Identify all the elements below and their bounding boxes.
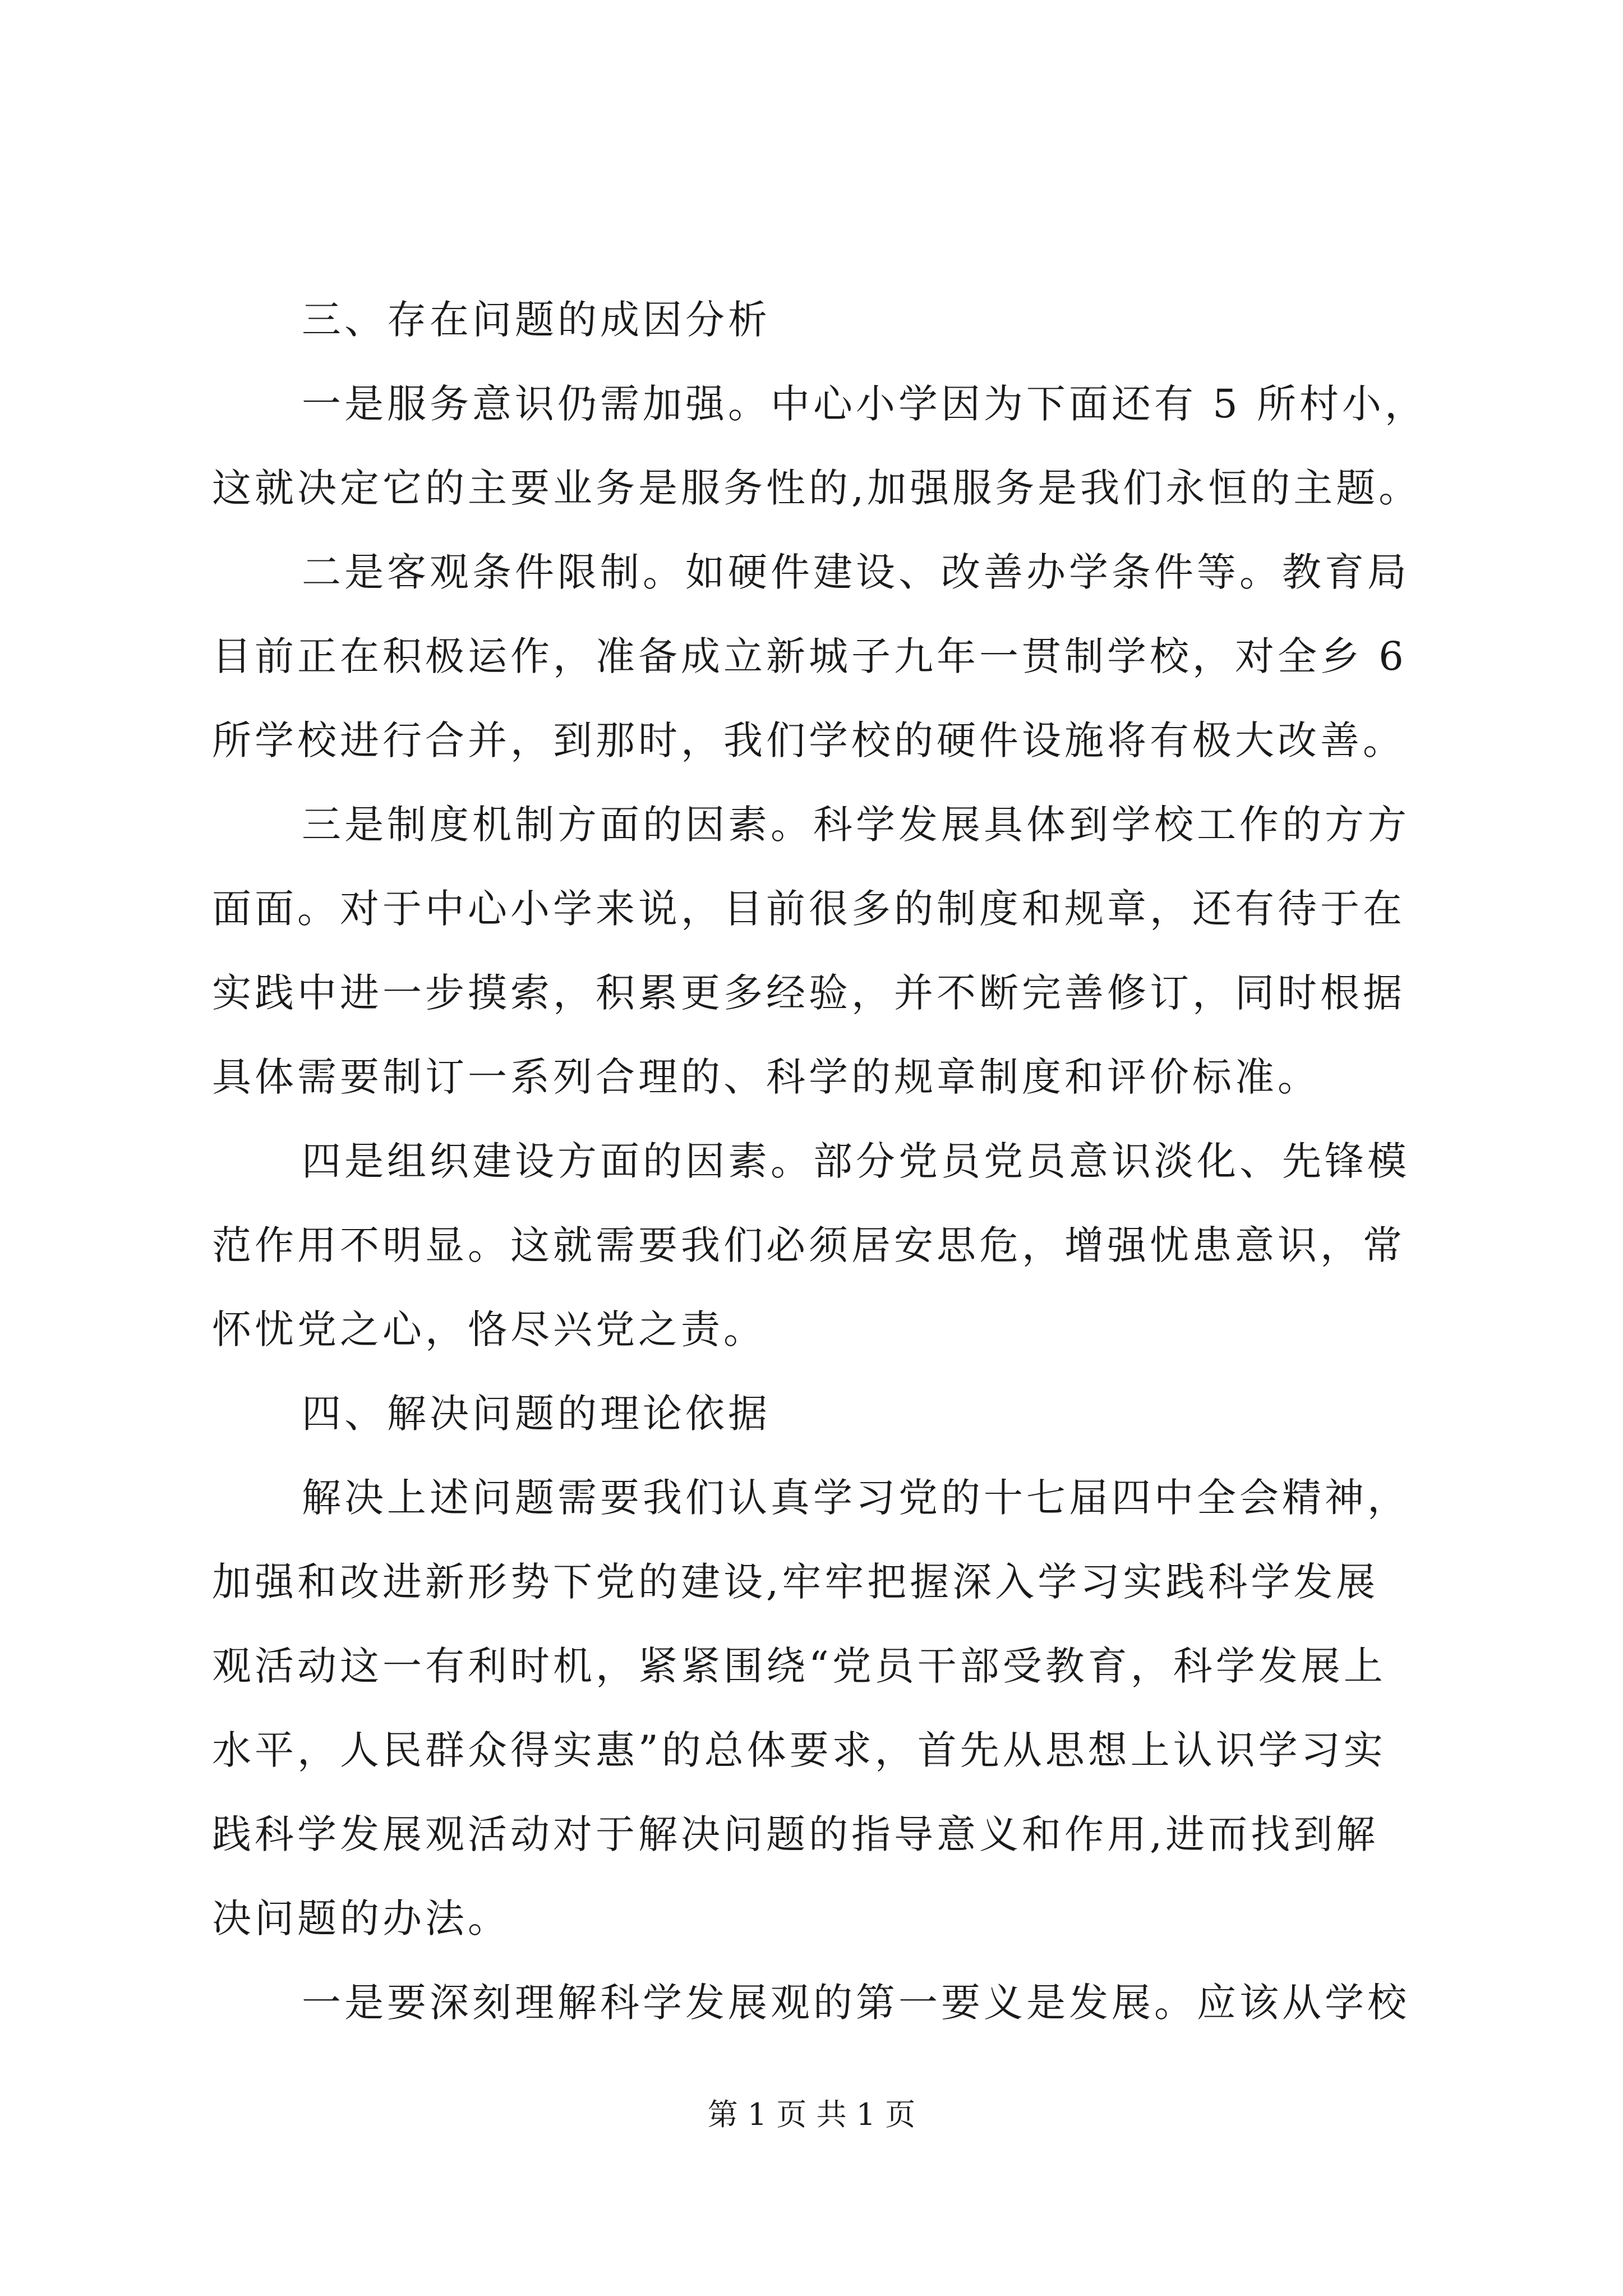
paragraph-line: 实践中进一步摸索，积累更多经验，并不断完善修订，同时根据 [212, 970, 1405, 1016]
paragraph-line: 怀忧党之心，恪尽兴党之责。 [212, 1306, 766, 1352]
paragraph-line: 这就决定它的主要业务是服务性的,加强服务是我们永恒的主题。 [212, 465, 1422, 511]
page-footer: 第 1 页 共 1 页 [707, 2097, 916, 2132]
paragraph-line: 决问题的办法。 [212, 1895, 510, 1941]
paragraph-line: 加强和改进新形势下党的建设,牢牢把握深入学习实践科学发展 [212, 1559, 1379, 1605]
paragraph-line: 目前正在积极运作，准备成立新城子九年一贯制学校，对全乡 6 [212, 633, 1407, 679]
paragraph-line: 所学校进行合并，到那时，我们学校的硬件设施将有极大改善。 [212, 717, 1405, 763]
paragraph-line: 践科学发展观活动对于解决问题的指导意义和作用,进而找到解 [212, 1811, 1379, 1857]
paragraph-line: 观活动这一有利时机，紧紧围绕“党员干部受教育，科学发展上 [212, 1643, 1386, 1689]
paragraph-line: 解决上述问题需要我们认真学习党的十七届四中全会精神， [302, 1475, 1410, 1521]
paragraph-line: 四是组织建设方面的因素。部分党员党员意识淡化、先锋模 [302, 1138, 1410, 1184]
section-heading: 三、存在问题的成因分析 [302, 297, 771, 343]
paragraph-line: 具体需要制订一系列合理的、科学的规章制度和评价标准。 [212, 1054, 1320, 1100]
paragraph-line: 范作用不明显。这就需要我们必须居安思危，增强忧患意识，常 [212, 1222, 1405, 1268]
paragraph-line: 一是服务意识仍需加强。中心小学因为下面还有 5 所村小， [302, 381, 1428, 427]
section-heading: 四、解决问题的理论依据 [302, 1391, 771, 1437]
paragraph-line: 水平，人民群众得实惠”的总体要求，首先从思想上认识学习实 [212, 1727, 1386, 1773]
paragraph-line: 三是制度机制方面的因素。科学发展具体到学校工作的方方 [302, 802, 1410, 848]
paragraph-line: 面面。对于中心小学来说，目前很多的制度和规章，还有待于在 [212, 886, 1405, 932]
document-body [212, 292, 1435, 2059]
paragraph-line: 一是要深刻理解科学发展观的第一要义是发展。应该从学校 [302, 1980, 1410, 2026]
paragraph-line: 二是客观条件限制。如硬件建设、改善办学条件等。教育局 [302, 549, 1410, 595]
